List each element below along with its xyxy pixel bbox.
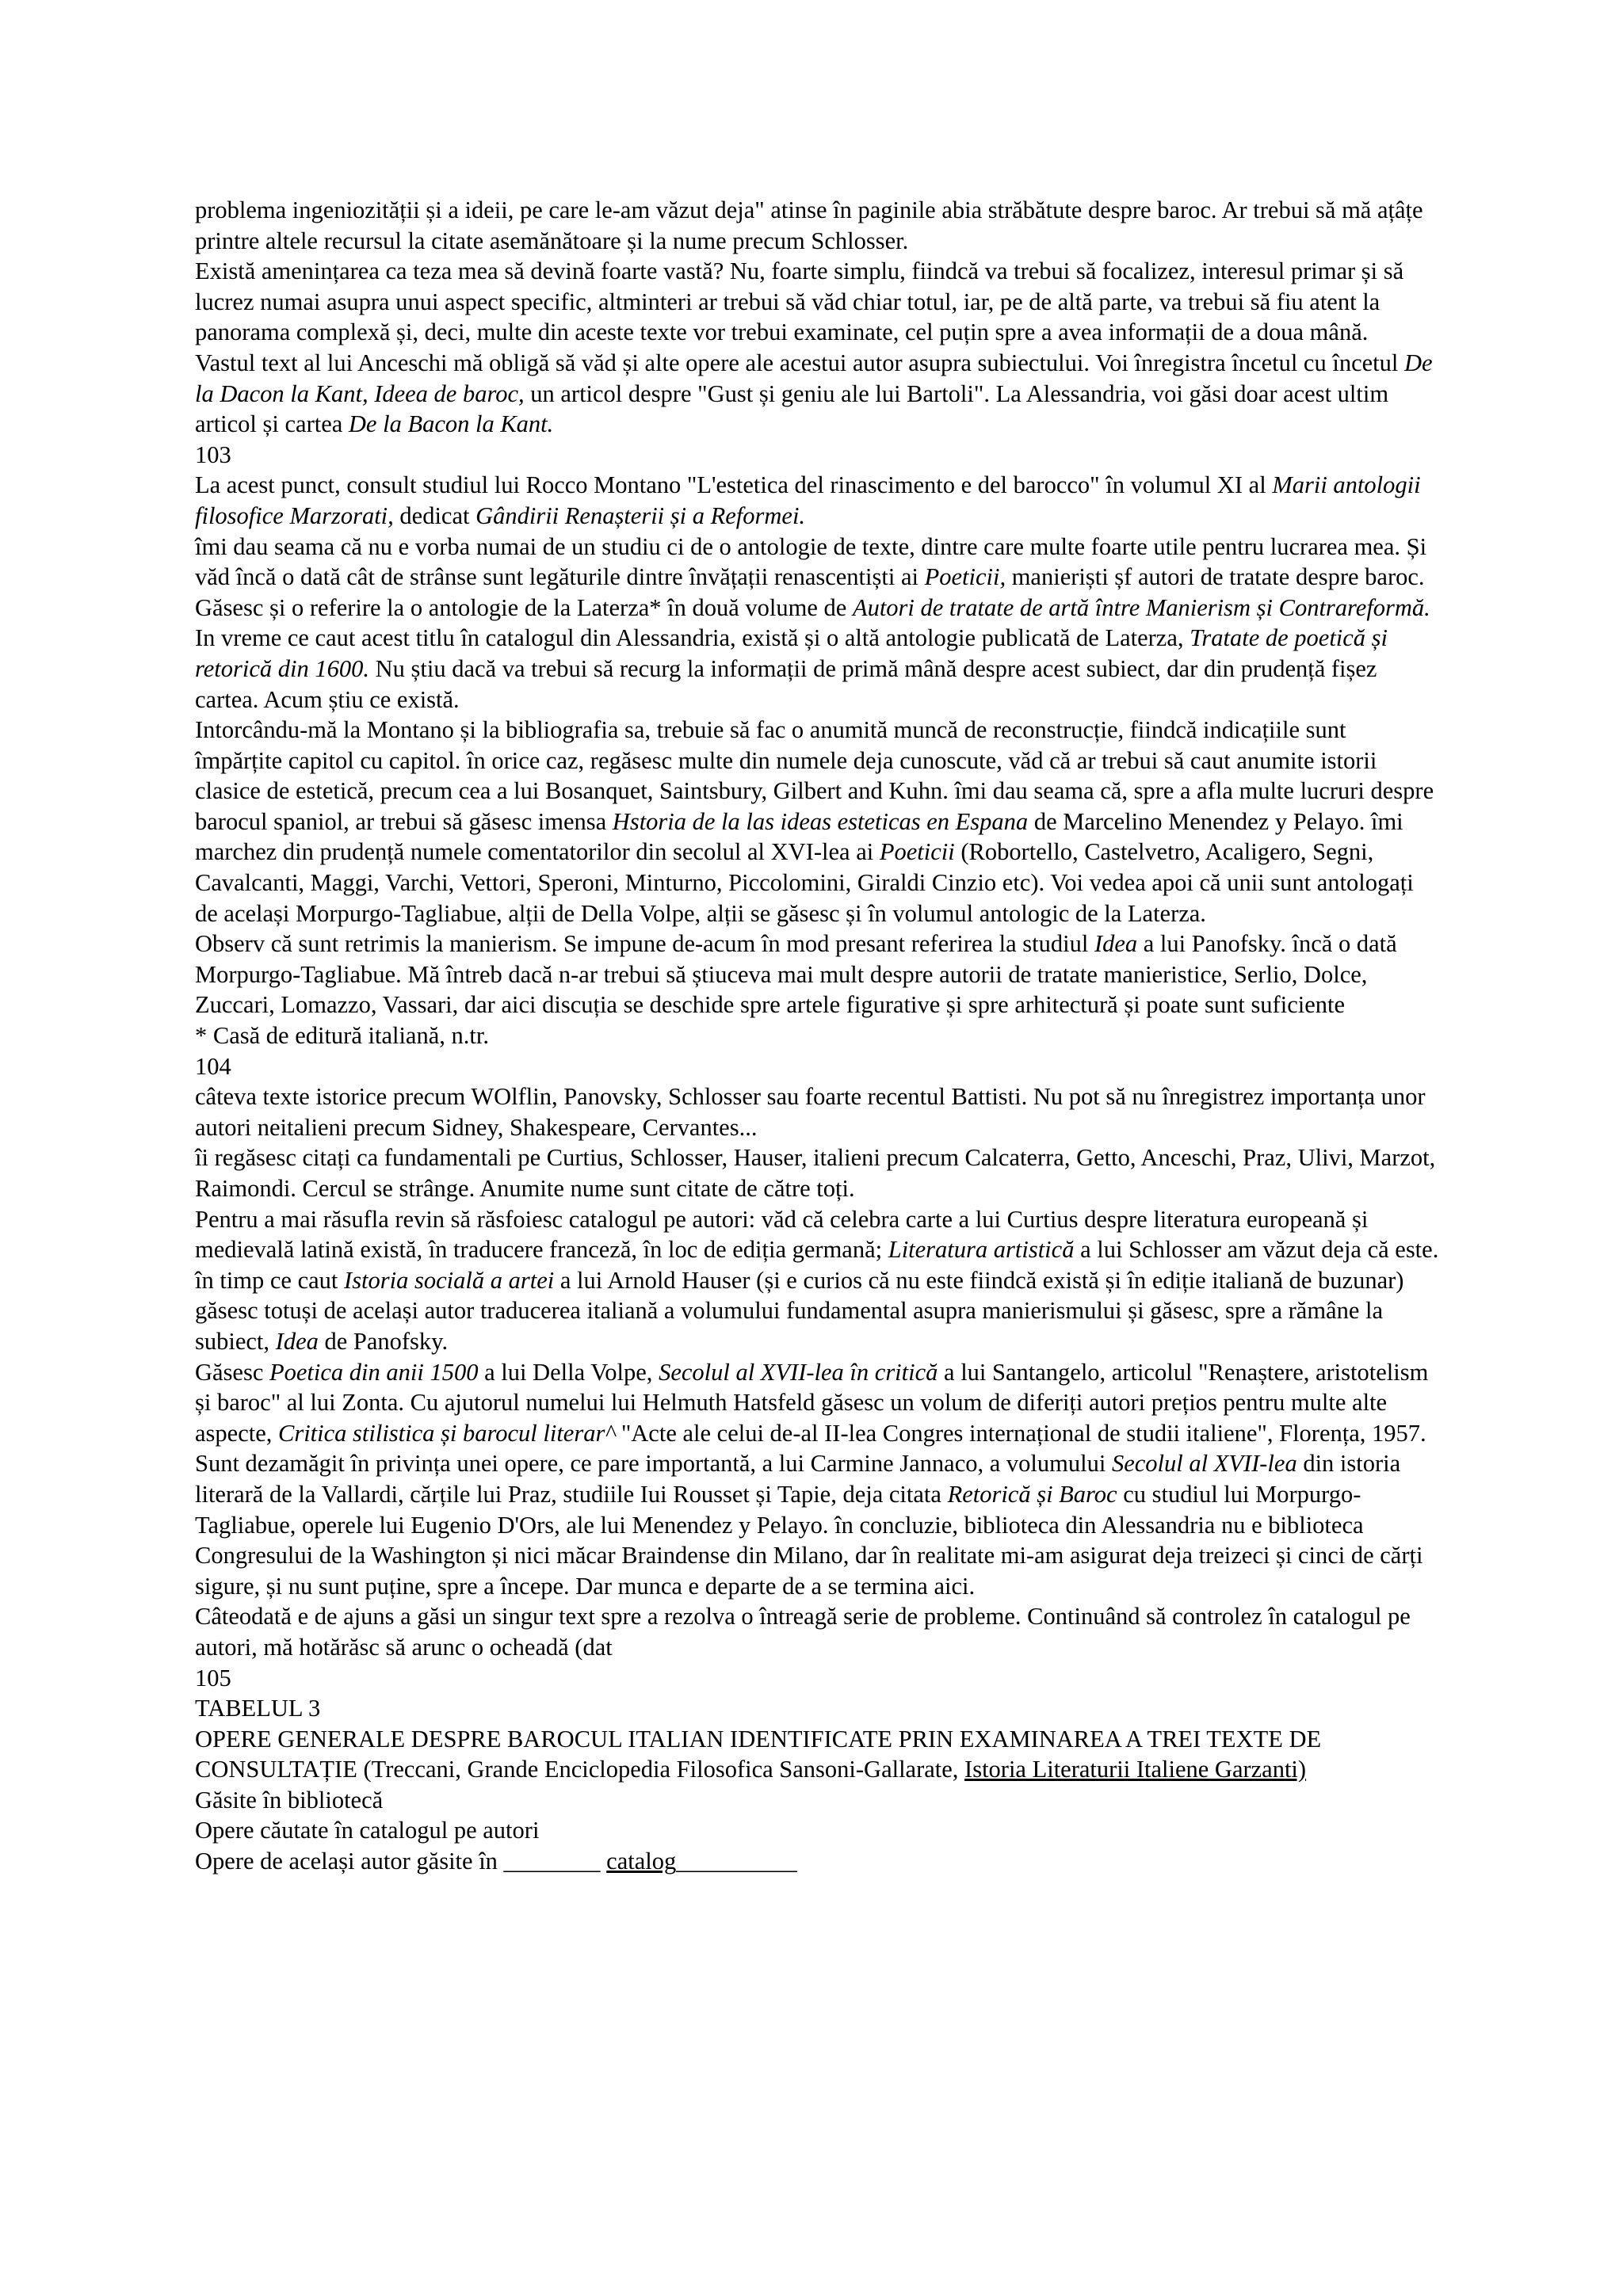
text-run: 105 (195, 1664, 231, 1691)
text-run: cu studiul lui Morpurgo-Tagliabue, operele lui Eugenio D'Ors, ale lui Menendez y Pelayo. în concluzie, biblioteca din Alessandria nu e biblioteca Congresului de la Washington și nici măcar Braindense din Milano, dar în realitate mi-am asigurat deja treizeci și cinci de cărți sigure, și nu sunt puține, spre a începe. Dar munca e departe de a se termina aici. (195, 1480, 1423, 1600)
underlined-text: Istoria Literaturii Italiene Garzanti) (964, 1756, 1307, 1783)
text-run: Vastul text al lui Anceschi mă obligă să văd și alte opere ale acestui autor asupra subiectului. Voi înregistra încetul cu încetul (195, 349, 1404, 376)
text-run: 104 (195, 1052, 231, 1080)
text-run: un articol despre "Gust și geniu ale lui Bartoli". La Alessandria, voi găsi doar acest ultim articol și cartea (195, 379, 1389, 438)
text-run: a lui Schlosser am văzut deja că este. în timp ce caut (195, 1236, 1439, 1294)
text-run: * Casă de editură italiană, n.tr. (195, 1022, 489, 1050)
italic-title: Secolul al XVII-lea (1111, 1450, 1297, 1478)
paragraph (195, 1020, 1439, 1051)
text-run: Există amenințarea ca teza mea să devină foarte vastă? Nu, foarte simplu, fiindcă va trebui să focalizez, interesul primar și să lucrez numai asupra unui aspect specific, altminteri ar trebui să văd chiar totul, iar, pe de altă parte, va trebui să fiu atent la panorama complexă și, deci, multe din aceste texte vor trebui examinate, cel puțin spre a avea informații de a doua mână. (195, 257, 1404, 346)
text-run: (Robortello, Castelvetro, Acaligero, Segni, Cavalcanti, Maggi, Varchi, Vettori, Speroni, Minturno, Piccolomini, Giraldi Cinzio etc). Voi vedea apoi că unii sunt antologați de același Morpurgo-Tagliabue, alții de Della Volpe, alții se găsesc și în volumul antologic de la Laterza. (195, 838, 1414, 927)
text-run: Intorcându-mă la Montano și la bibliografia sa, trebuie să fac o anumită muncă de reconstrucție, fiindcă indicațiile sunt împărțite capitol cu capitol. în orice caz, regăsesc multe din numele deja cunoscute, văd că ar trebui să caut anumite istorii clasice de estetică, precum cea a lui Bosanquet, Saintsbury, Gilbert and Kuhn. îmi dau seama că, spre a afla multe lucruri despre barocul spaniol, ar trebui să găsesc imensa (195, 716, 1434, 835)
text-run: 103 (195, 441, 231, 468)
text-run: Opere de același autor găsite în ________ (195, 1848, 607, 1875)
paragraph (195, 1693, 1439, 1724)
italic-title: Critica stilistica și barocul literar^ (278, 1419, 616, 1447)
italic-title: De la Bacon la Kant. (348, 410, 554, 438)
italic-title: Marii antologii filosofice Marzorati, (195, 471, 1421, 529)
italic-title: Poeticii (879, 838, 955, 866)
italic-title: Gândirii Renașterii și a Reformei. (475, 502, 806, 529)
paragraph (195, 1601, 1439, 1662)
paragraph (195, 929, 1439, 1020)
text-run: îi regăsesc citați ca fundamentali pe Curtius, Schlosser, Hauser, italieni precum Calcaterra, Getto, Anceschi, Praz, Ulivi, Marzot, Raimondi. Cercul se strânge. Anumite nume sunt citate de către toți. (195, 1144, 1436, 1202)
paragraph (195, 532, 1439, 715)
text-run: a lui Arnold Hauser (și e curios că nu este fiindcă există și în ediție italiană de buzunar) găsesc totuși de același autor traducerea italiană a volumului fundamental asupra manierismului și găsesc, spre a rămâne la subiect, (195, 1266, 1404, 1355)
italic-title: Istoria socială a artei (344, 1266, 555, 1294)
italic-title: Secolul al XVII-lea în critică (659, 1358, 938, 1386)
text-run: dedicat (393, 502, 476, 529)
text-run: câteva texte istorice precum WOlflin, Panovsky, Schlosser sau foarte recentul Battisti. Nu pot să nu înregistrez importanța unor autori neitalieni precum Sidney, Shakespeare, Cervantes... (195, 1083, 1426, 1141)
text-run: a lui Panofsky. încă o dată Morpurgo-Tagliabue. Mă întreb dacă n-ar trebui să știuceva mai mult despre autorii de tratate manieristice, Serlio, Dolce, Zuccari, Lomazzo, Vassari, dar aici discuția se deschide spre artele figurative și spre arhitectură și poate sunt suficiente (195, 930, 1397, 1019)
text-run: îmi dau seama că nu e vorba numai de un studiu ci de o antologie de texte, dintre care multe foarte utile pentru lucrarea mea. Și văd încă o dată cât de strânse sunt legăturile dintre învățații renascentiști ai (195, 532, 1427, 591)
paragraph (195, 195, 1439, 256)
text-run: Găsesc (195, 1358, 270, 1386)
italic-title: Hstoria de la las ideas esteticas en Espana (612, 807, 1029, 835)
text-run: "Acte ale celui de-al II-lea Congres internațional de studii italiene", Florența, 1957. Sunt dezamăgit în privința unei opere, ce pare importantă, a lui Carmine Jannaco, a volumului (195, 1419, 1426, 1478)
text-run: La acest punct, consult studiul lui Rocco Montano "L'estetica del rinascimento e del barocco" în volumul XI al (195, 471, 1273, 499)
text-run: a lui Santangelo, articolul "Renaștere, aristotelism și baroc" al lui Zonta. Cu ajutorul numelui lui Helmuth Hatsfeld găsesc un volum de diferiți autori prețios pentru multe alte aspecte, (195, 1358, 1429, 1447)
italic-title: Idea (275, 1327, 319, 1355)
paragraph (195, 1663, 1439, 1694)
paragraph (195, 1846, 1439, 1877)
text-run: de Panofsky. (318, 1327, 449, 1355)
text-run: Observ că sunt retrimis la manierism. Se impune de-acum în mod presant referirea la studiul (195, 930, 1094, 958)
italic-title: Retorică și Baroc (947, 1480, 1117, 1508)
italic-title: De la Dacon la Kant, Ideea de baroc, (195, 349, 1433, 407)
text-run: problema ingeniozității și a ideii, pe care le-am văzut deja" atinse în paginile abia străbătute despre baroc. Ar trebui să mă ațâțe printre altele recursul la citate asemănătoare și la nume precum Schlosser. (195, 196, 1423, 254)
paragraph (195, 1724, 1439, 1785)
text-run: Pentru a mai răsufla revin să răsfoiesc catalogul pe autori: văd că celebra carte a lui Curtius despre literatura europeană și medievală latină există, în traducere franceză, în loc de ediția germană; (195, 1205, 1369, 1264)
paragraph (195, 1785, 1439, 1816)
italic-title: Autori de tratate de artă între Manierism și Contrareformă. (852, 593, 1430, 621)
text-run: a lui Della Volpe, (478, 1358, 659, 1386)
italic-title: Literatura artistică (888, 1236, 1075, 1264)
text-run: Câteodată e de ajuns a găsi un singur text spre a rezolva o întreagă serie de probleme. Continuând să controlez în catalogul pe autori, mă hotărăsc să arunc o ocheadă (dat (195, 1603, 1411, 1661)
text-run: de Marcelino Menendez y Pelayo. îmi marchez din prudență numele comentatorilor din secolul al XVI-lea ai (195, 807, 1403, 866)
italic-title: Poeticii, (924, 563, 1006, 591)
paragraph (195, 1051, 1439, 1082)
text-run: Găsite în bibliotecă (195, 1786, 384, 1814)
paragraph (195, 1081, 1439, 1142)
italic-title: Poetica din anii 1500 (269, 1358, 479, 1386)
paragraph (195, 1204, 1439, 1357)
text-run: In vreme ce caut acest titlu în catalogul din Alessandria, există și o altă antologie publicată de Laterza, (195, 624, 1190, 652)
italic-title: Idea (1094, 930, 1138, 958)
underlined-text: catalog (606, 1848, 677, 1875)
paragraph (195, 348, 1439, 440)
text-run: manieriști șf autori de tratate despre baroc. Găsesc și o referire la o antologie de la Laterza* în două volume de (195, 563, 1425, 621)
text-run: Nu știu dacă va trebui să recurg la informații de primă mână despre acest subiect, dar din prudență fișez cartea. Acum știu ce există. (195, 654, 1377, 713)
paragraph (195, 715, 1439, 929)
text-run: __________ (676, 1848, 797, 1875)
text-run: OPERE GENERALE DESPRE BAROCUL ITALIAN IDENTIFICATE PRIN EXAMINAREA A TREI TEXTE DE CONSULTAȚIE (Treccani, Grande Enciclopedia Filosofica Sansoni-Gallarate, (195, 1725, 1322, 1783)
text-run: din istoria literară de la Vallardi, cărțile lui Praz, studiile Iui Rousset și Tapie, deja citata (195, 1450, 1401, 1508)
italic-title: Tratate de poetică și retorică din 1600. (195, 624, 1388, 682)
document-page (195, 195, 1439, 1877)
paragraph (195, 1815, 1439, 1846)
text-run: Opere căutate în catalogul pe autori (195, 1817, 540, 1844)
paragraph (195, 440, 1439, 471)
paragraph (195, 470, 1439, 531)
paragraph (195, 1357, 1439, 1602)
text-run: TABELUL 3 (195, 1695, 321, 1722)
paragraph (195, 1142, 1439, 1203)
paragraph (195, 256, 1439, 348)
